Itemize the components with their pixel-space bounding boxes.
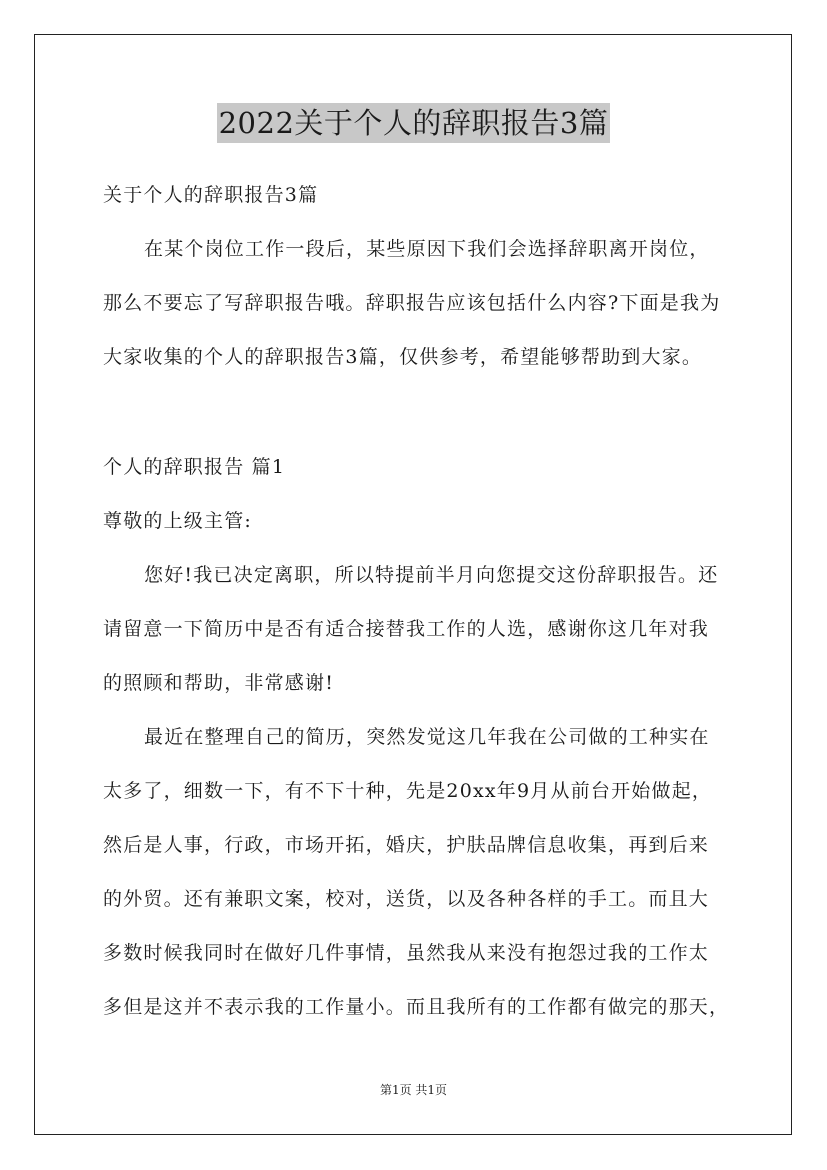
salutation: 尊敬的上级主管: [103, 510, 253, 532]
body-line-9: 多但是这并不表示我的工作量小。而且我所有的工作都有做完的那天， [103, 996, 730, 1018]
body-line-8: 多数时候我同时在做好几件事情，虽然我从来没有抱怨过我的工作太 [103, 942, 710, 964]
intro-line-2: 那么不要忘了写辞职报告哦。辞职报告应该包括什么内容?下面是我为 [103, 292, 721, 314]
title-container [0, 103, 827, 143]
page-footer: 第1页 共1页 [379, 1083, 448, 1097]
body-line-6: 然后是人事，行政，市场开拓，婚庆，护肤品牌信息收集，再到后来 [103, 834, 710, 856]
body-line-2: 请留意一下简历中是否有适合接替我工作的人选，感谢你这几年对我 [103, 618, 710, 640]
body-line-7: 的外贸。还有兼职文案，校对，送货，以及各种各样的手工。而且大 [103, 888, 710, 910]
body-line-4: 最近在整理自己的简历，突然发觉这几年我在公司做的工种实在 [144, 726, 710, 748]
section-heading: 个人的辞职报告 篇1 [103, 456, 286, 478]
body-line-3: 的照顾和帮助，非常感谢! [103, 672, 335, 694]
intro-line-3: 大家收集的个人的辞职报告3篇，仅供参考，希望能够帮助到大家。 [103, 346, 703, 368]
document-subtitle: 关于个人的辞职报告3篇 [103, 184, 319, 206]
body-line-5: 太多了，细数一下，有不下十种，先是20xx年9月从前台开始做起， [103, 780, 713, 802]
intro-line-1: 在某个岗位工作一段后，某些原因下我们会选择辞职离开岗位， [144, 238, 710, 260]
document-title: 2022关于个人的辞职报告3篇 [217, 103, 611, 143]
body-line-1: 您好!我已决定离职，所以特提前半月向您提交这份辞职报告。还 [144, 564, 719, 586]
